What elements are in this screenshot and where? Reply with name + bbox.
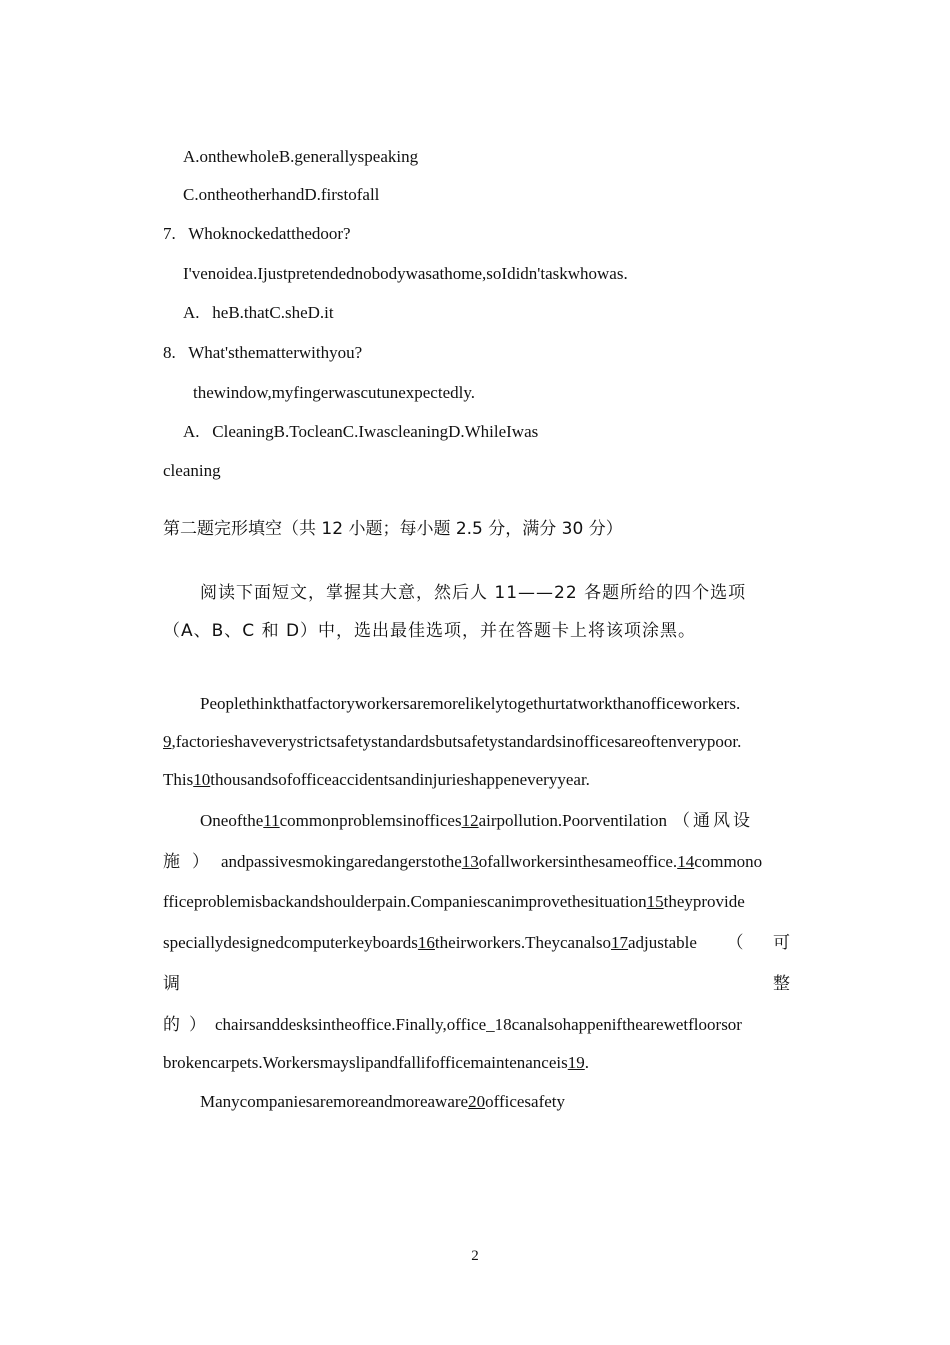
passage-text: This	[163, 770, 194, 789]
passage-p2-line6	[163, 1014, 742, 1036]
passage-text: commonproblemsinoffices	[279, 811, 462, 830]
page-number: 2	[471, 1248, 479, 1264]
passage-gloss: 的）	[163, 1015, 215, 1035]
passage-text: brokencarpets.Workersmayslipandfallifofficemaintenanceis	[163, 1053, 568, 1072]
passage-text: .	[584, 1053, 589, 1072]
q8-question: 8. What'sthematterwithyou?	[163, 343, 363, 362]
passage-p1-line1: Peoplethinkthatfactoryworkersaremorelikelytogethurtatworkthanofficeworkers.	[200, 694, 741, 713]
passage-p2-line3	[163, 891, 745, 913]
passage-p1-line2	[163, 731, 741, 753]
passage-text: thousandsofofficeaccidentsandinjurieshappeneveryyear.	[210, 770, 590, 789]
passage-text: ofallworkersinthesameoffice.	[478, 852, 678, 871]
passage-gloss: 调	[163, 974, 180, 994]
passage-text: Oneofthe	[200, 811, 264, 830]
q8-options-continued: cleaning	[163, 461, 221, 480]
passage-text: speciallydesignedcomputerkeyboards	[163, 933, 418, 952]
passage-gloss: 施）	[163, 852, 221, 872]
blank-9: 9	[163, 732, 172, 751]
q7-reply: I'venoidea.Ijustpretendednobodywasathome,soIdidn'taskwhowas.	[183, 264, 628, 283]
passage-p2-line7	[163, 1052, 589, 1074]
blank-14: 14	[677, 852, 695, 871]
q6-options-line2: C.ontheotherhandD.firstofall	[183, 185, 380, 204]
passage-p3-line1	[200, 1091, 565, 1113]
passage-text: theyprovide	[663, 892, 745, 911]
passage-p1-line3	[163, 769, 590, 791]
passage-gloss: （通风设	[672, 811, 753, 831]
blank-10: 10	[193, 770, 211, 789]
passage-text: chairsanddesksintheoffice.Finally,office_18canalsohappenifthearewetfloorsor	[215, 1015, 742, 1034]
passage-text: theirworkers.Theycanalso	[434, 933, 611, 952]
passage-gloss: 可	[772, 933, 790, 953]
blank-15: 15	[646, 892, 664, 911]
q7-question: 7. Whoknockedatthedoor?	[163, 224, 351, 243]
passage-text: ,factorieshaveverystrictsafetystandardsbutsafetystandardsinofficesareoftenverypoor.	[171, 732, 742, 751]
blank-13: 13	[461, 852, 479, 871]
passage-text: Manycompaniesaremoreandmoreaware	[200, 1092, 469, 1111]
blank-12: 12	[461, 811, 479, 830]
blank-16: 16	[417, 933, 435, 952]
q7-options: A. heB.thatC.sheD.it	[183, 303, 334, 322]
blank-19: 19	[567, 1053, 585, 1072]
section-instruction-line2: （A、B、C 和 D）中，选出最佳选项，并在答题卡上将该项涂黑。	[163, 621, 697, 641]
q8-reply: thewindow,myfingerwascutunexpectedly.	[193, 383, 475, 402]
passage-gloss: 整	[773, 974, 790, 994]
passage-text: airpollution.Poorventilation	[478, 811, 667, 830]
passage-text: fficeproblemisbackandshoulderpain.Companiescanimprovethesituation	[163, 892, 647, 911]
passage-text: adjustable	[628, 933, 697, 952]
section-instruction-line1: 阅读下面短文，掌握其大意，然后人 11——22 各题所给的四个选项	[200, 583, 747, 603]
q8-options: A. CleaningB.TocleanC.IwascleaningD.WhileIwas	[183, 422, 539, 441]
section-heading: 第二题完形填空（共 12 小题；每小题 2.5 分，满分 30 分）	[163, 519, 623, 539]
passage-text: commono	[694, 852, 763, 871]
passage-p2-line1	[200, 810, 753, 832]
passage-p2-line5	[163, 973, 790, 995]
q6-options-line1: A.onthewholeB.generallyspeaking	[183, 147, 419, 166]
passage-p2-line2	[163, 851, 790, 873]
passage-p2-line4	[163, 932, 790, 954]
blank-17: 17	[611, 933, 628, 952]
passage-gloss: （	[726, 933, 744, 953]
blank-11: 11	[263, 811, 280, 830]
passage-text: officesafety	[485, 1092, 566, 1111]
blank-20: 20	[468, 1092, 486, 1111]
passage-text: andpassivesmokingaredangerstothe	[221, 852, 462, 871]
